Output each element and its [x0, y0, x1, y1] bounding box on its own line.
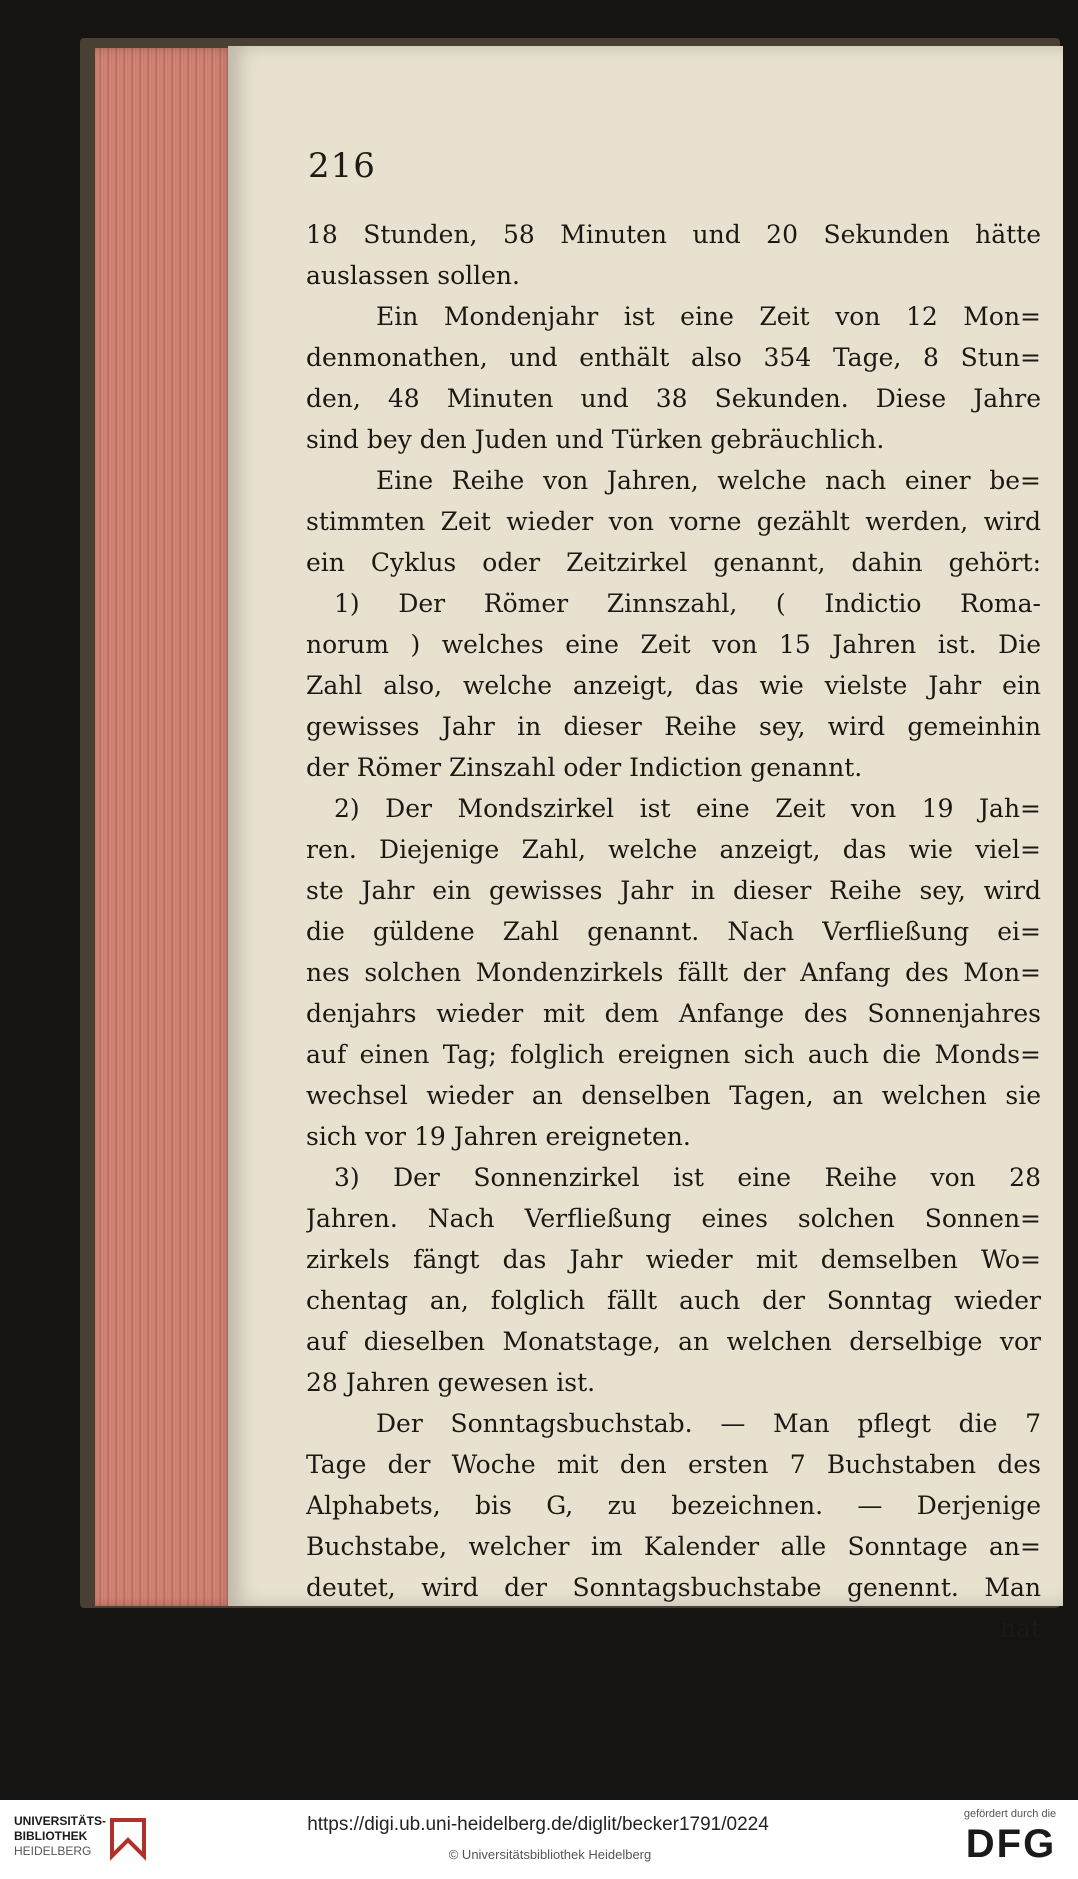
text-line: 3) Der Sonnenzirkel ist eine Reihe von 28 — [334, 1163, 1041, 1192]
text-line: denjahrs wieder mit dem Anfange des Sonnenjahres — [306, 999, 1041, 1028]
book-page — [228, 46, 1063, 1643]
text-line: wechsel wieder an denselben Tagen, an welchen sie — [306, 1081, 1041, 1110]
text-line: auslassen sollen. — [306, 261, 520, 290]
page-fore-edge — [95, 48, 235, 1606]
dfg-logo[interactable]: DFG — [965, 1822, 1057, 1866]
copyright-notice: © Universitätsbibliothek Heidelberg — [448, 1847, 652, 1862]
text-line: Eine Reihe von Jahren, welche nach einer be= — [376, 466, 1041, 495]
text-line: den, 48 Minuten und 38 Sekunden. Diese Jahre — [306, 384, 1041, 413]
page-text — [306, 214, 1041, 1649]
library-city: HEIDELBERG — [14, 1844, 92, 1858]
text-line: nes solchen Mondenzirkels fällt der Anfang des Mon= — [306, 958, 1041, 987]
text-line: Ein Mondenjahr ist eine Zeit von 12 Mon= — [376, 302, 1041, 331]
text-line: sind bey den Juden und Türken gebräuchlich. — [306, 425, 885, 454]
text-line: Alphabets, bis G, zu bezeichnen. — Derjenige — [306, 1491, 1041, 1520]
text-line: zirkels fängt das Jahr wieder mit demselben Wo= — [306, 1245, 1041, 1274]
text-line: chentag an, folglich fällt auch der Sonntag wieder — [306, 1286, 1041, 1315]
text-line: stimmten Zeit wieder von vorne gezählt werden, wird — [306, 507, 1041, 536]
text-line: ren. Diejenige Zahl, welche anzeigt, das wie viel= — [306, 835, 1041, 864]
catchword: hat — [999, 1614, 1041, 1643]
text-line: 28 Jahren gewesen ist. — [306, 1368, 596, 1397]
library-emblem-icon — [106, 1814, 150, 1862]
text-line: ein Cyklus oder Zeitzirkel genannt, dahin gehört: — [306, 548, 1041, 577]
text-line: norum ) welches eine Zeit von 15 Jahren ist. Die — [306, 630, 1041, 659]
page-number: 216 — [308, 146, 376, 186]
text-line: Jahren. Nach Verfließung eines solchen Sonnen= — [306, 1204, 1041, 1233]
text-line: der Römer Zinszahl oder Indiction genannt. — [306, 753, 863, 782]
text-line: deutet, wird der Sonntagsbuchstabe genennt. Man — [306, 1573, 1041, 1602]
sponsor-text: gefördert durch die — [963, 1808, 1057, 1820]
text-line: 1) Der Römer Zinnszahl, ( Indictio Roma- — [334, 589, 1041, 618]
text-line: denmonathen, und enthält also 354 Tage, 8 Stun= — [306, 343, 1041, 372]
library-name-line1: UNIVERSITÄTS- — [14, 1814, 107, 1828]
text-line: die güldene Zahl genannt. Nach Verfließung ei= — [306, 917, 1041, 946]
permalink-url[interactable]: https://digi.ub.uni-heidelberg.de/diglit/becker1791/0224 — [307, 1814, 769, 1835]
text-line: gewisses Jahr in dieser Reihe sey, wird gemeinhin — [306, 712, 1041, 741]
text-line: Tage der Woche mit den ersten 7 Buchstaben des — [306, 1450, 1041, 1479]
text-line: 2) Der Mondszirkel ist eine Zeit von 19 Jah= — [334, 794, 1041, 823]
viewer-footer — [0, 1800, 1078, 1879]
text-line: Buchstabe, welcher im Kalender alle Sonntage an= — [306, 1532, 1041, 1561]
text-line: ste Jahr ein gewisses Jahr in dieser Reihe sey, wird — [306, 876, 1041, 905]
text-line: auf dieselben Monatstage, an welchen derselbige vor — [306, 1327, 1041, 1356]
text-line: 18 Stunden, 58 Minuten und 20 Sekunden hätte — [306, 220, 1041, 249]
text-line: Zahl also, welche anzeigt, das wie vielste Jahr ein — [306, 671, 1041, 700]
text-line: Der Sonntagsbuchstab. — Man pflegt die 7 — [376, 1409, 1041, 1438]
text-line: sich vor 19 Jahren ereigneten. — [306, 1122, 691, 1151]
text-line: auf einen Tag; folglich ereignen sich auch die Monds= — [306, 1040, 1041, 1069]
library-name-line2: BIBLIOTHEK — [14, 1829, 88, 1843]
